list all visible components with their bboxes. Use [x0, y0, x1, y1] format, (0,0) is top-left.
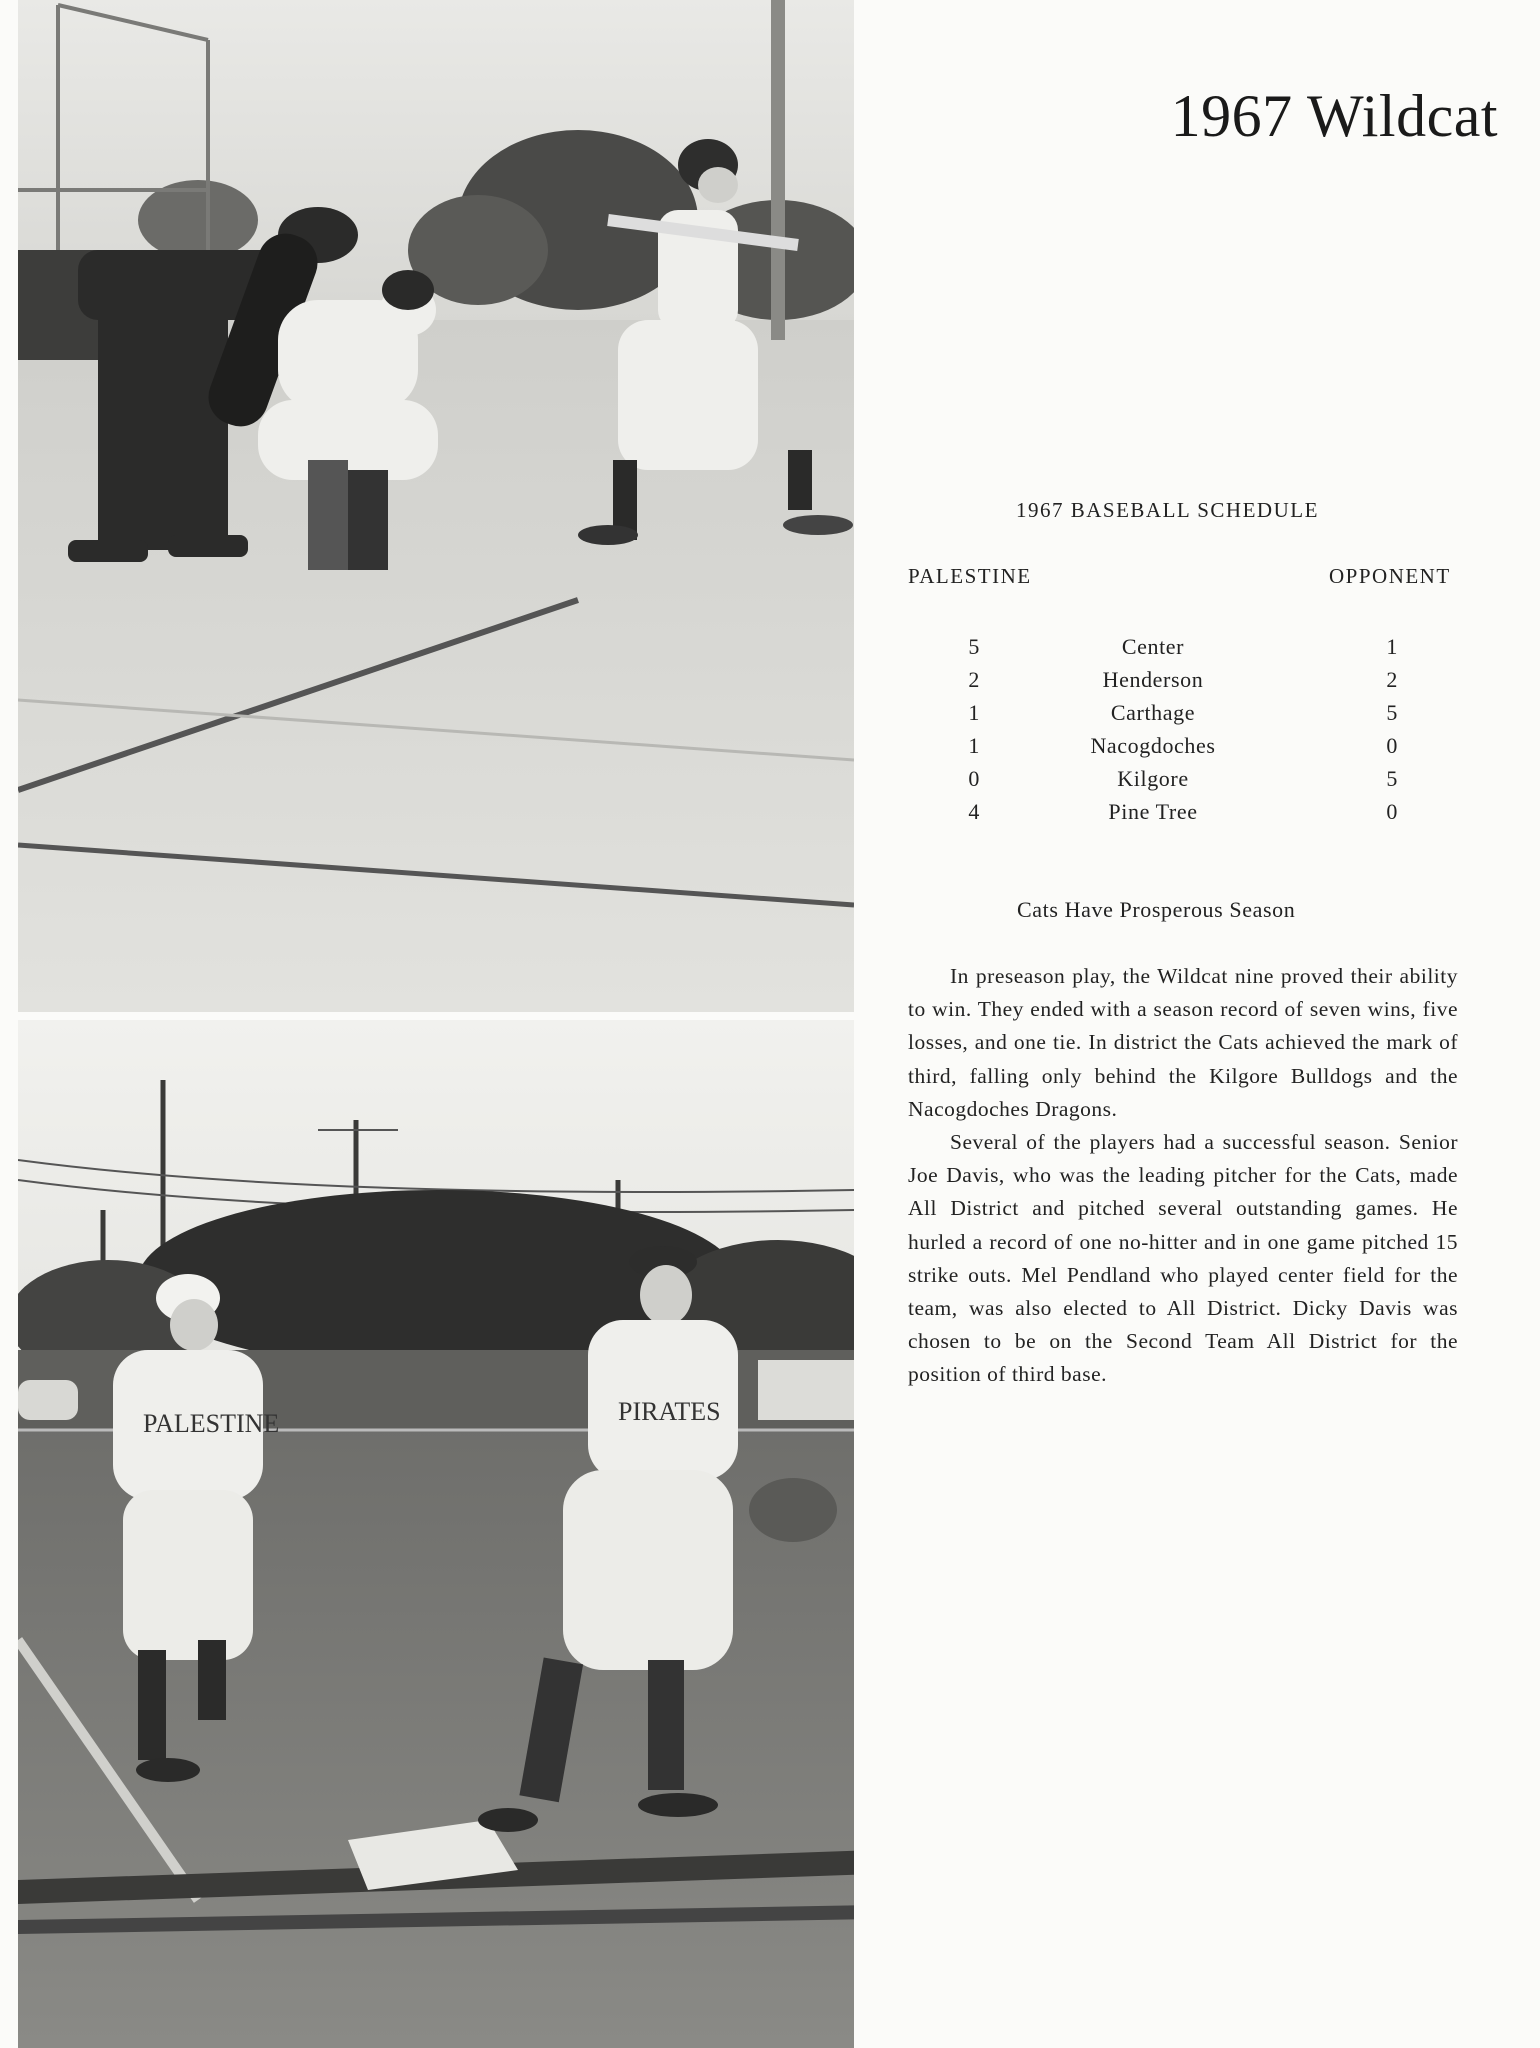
- table-row: [908, 663, 1448, 696]
- article-heading: Cats Have Prosperous Season: [1017, 897, 1296, 922]
- batter-photo-graphic: [18, 0, 854, 1012]
- opponent-name: Pine Tree: [1108, 798, 1198, 824]
- palestine-column-header: PALESTINE: [908, 564, 1032, 588]
- schedule-heading: 1967 BASEBALL SCHEDULE: [1016, 498, 1319, 522]
- opponent-score: 5: [1386, 699, 1398, 725]
- opponent-column-header: OPPONENT: [1329, 564, 1451, 588]
- palestine-score: 1: [968, 699, 980, 725]
- page-title: 1967 Wildcat: [1170, 83, 1498, 149]
- article-paragraph: Several of the players had a successful season. Senior Joe Davis, who was the leading pitcher for the Cats, made All District and pitched several outstanding games. He hurled a record of one no-hitter and in one game pitched 15 strike outs. Mel Pendland who played center field for the team, was also elected to All District. Dicky Davis was chosen to be on the Second Team All District for the position of third base.: [908, 1130, 1458, 1387]
- table-row: [908, 795, 1448, 828]
- opponent-name: Center: [1121, 633, 1185, 659]
- opponent-name: Nacogdoches: [1090, 732, 1216, 758]
- opponent-name: Carthage: [1110, 699, 1196, 725]
- opponent-score: 0: [1386, 798, 1398, 824]
- table-row: [908, 729, 1448, 762]
- opponent-score: 0: [1386, 732, 1398, 758]
- pitcher-jersey-text: PIRATES: [618, 1397, 721, 1426]
- palestine-score: 1: [968, 732, 980, 758]
- opponent-name: Kilgore: [1117, 765, 1189, 791]
- table-row: [908, 696, 1448, 729]
- photo-batter-at-plate: [18, 0, 854, 1012]
- article-paragraph: In preseason play, the Wildcat nine proved their ability to win. They ended with a season record of seven wins, five losses, and one tie. In district the Cats achieved the mark of third, falling only behind the Kilgore Bulldogs and the Nacogdoches Dragons.: [908, 964, 1458, 1121]
- opponent-score: 1: [1386, 633, 1398, 659]
- opponent-score: 5: [1386, 765, 1398, 791]
- table-row: [908, 762, 1448, 795]
- opponent-name: Henderson: [1102, 666, 1204, 692]
- article-body: [908, 960, 1458, 1392]
- palestine-score: 4: [968, 798, 980, 824]
- opponent-score: 2: [1386, 666, 1398, 692]
- photo-first-base: [18, 1020, 854, 2048]
- schedule-table: [908, 630, 1448, 828]
- table-row: [908, 630, 1448, 663]
- palestine-score: 0: [968, 765, 980, 791]
- palestine-score: 5: [968, 633, 980, 659]
- palestine-score: 2: [968, 666, 980, 692]
- runner-jersey-text: PALESTINE: [143, 1409, 280, 1438]
- first-base-photo-graphic: [18, 1020, 854, 2048]
